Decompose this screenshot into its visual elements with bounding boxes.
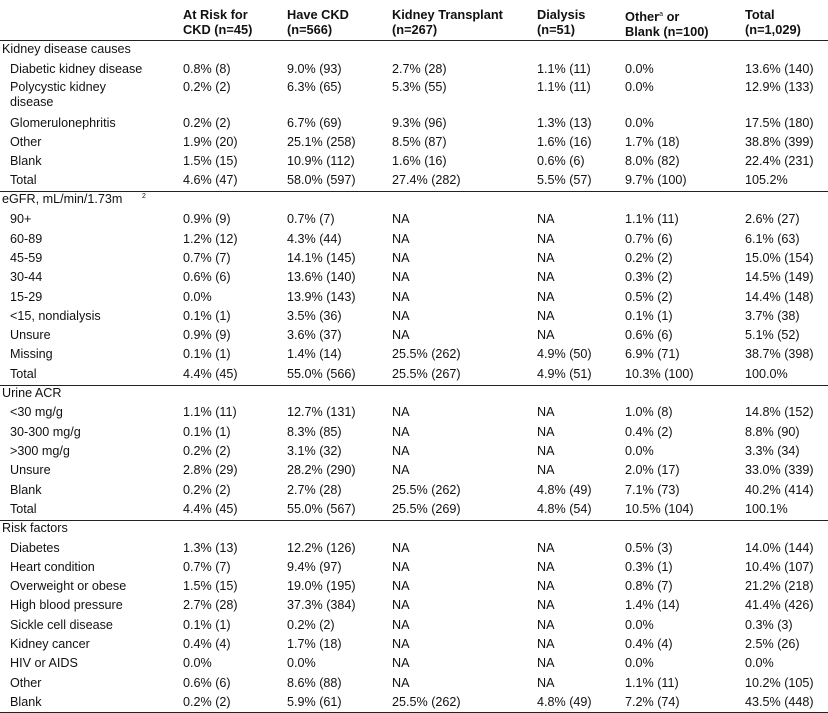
table-cell: NA [537, 463, 555, 477]
table-cell: 0.2% (2) [183, 483, 231, 497]
table-cell: NA [537, 251, 555, 265]
section-title: eGFR, mL/min/1.73m [2, 192, 123, 206]
table-cell: 7.2% (74) [625, 695, 680, 709]
table-cell: 25.1% (258) [287, 135, 356, 149]
table-cell: NA [537, 309, 555, 323]
table-cell: 6.7% (69) [287, 116, 342, 130]
table-cell: 1.1% (11) [537, 62, 591, 76]
table-cell: 0.0% [625, 618, 654, 632]
table-header [0, 0, 828, 40]
table-cell: NA [392, 309, 410, 323]
row-label: 60-89 [10, 232, 43, 246]
col-header-line: (n=566) [287, 22, 333, 37]
table-cell: 0.4% (4) [183, 637, 231, 651]
row-label: Total [10, 173, 37, 187]
table-cell: 4.9% (51) [537, 367, 592, 381]
row-label: Diabetes [10, 541, 60, 555]
table-cell: 0.1% (1) [183, 347, 231, 361]
section-title: Risk factors [2, 521, 68, 535]
table-cell: NA [392, 405, 410, 419]
table-cell: 0.6% (6) [183, 270, 231, 284]
table-cell: 0.2% (2) [183, 116, 231, 130]
table-cell: 6.1% (63) [745, 232, 800, 246]
table-cell: NA [537, 637, 555, 651]
table-cell: 12.2% (126) [287, 541, 356, 555]
table-cell: 1.7% (18) [287, 637, 342, 651]
table-cell: 6.9% (71) [625, 347, 680, 361]
table-cell: NA [392, 425, 410, 439]
table-cell: 1.1% (11) [537, 80, 591, 94]
table-cell: NA [537, 290, 555, 304]
table-cell: 0.0% [625, 80, 654, 94]
table-cell: 14.8% (152) [745, 405, 814, 419]
table-cell: 25.5% (267) [392, 367, 461, 381]
table-cell: 33.0% (339) [745, 463, 814, 477]
table-cell: 5.5% (57) [537, 173, 592, 187]
row-label: Other [10, 676, 42, 690]
table-cell: 2.6% (27) [745, 212, 800, 226]
table-cell: 25.5% (262) [392, 483, 461, 497]
col-header-line: (n=1,029) [745, 22, 801, 37]
table-cell: 4.6% (47) [183, 173, 238, 187]
table-cell: 3.7% (38) [745, 309, 800, 323]
row-label: Diabetic kidney disease [10, 62, 143, 76]
table-cell: 25.5% (262) [392, 695, 461, 709]
section-rule [0, 191, 828, 192]
table-cell: 9.7% (100) [625, 173, 687, 187]
row-label: Glomerulonephritis [10, 116, 116, 130]
table-cell: 1.1% (11) [625, 212, 679, 226]
table-cell: 0.6% (6) [537, 154, 585, 168]
col-header-line [625, 7, 709, 24]
table-cell: 0.2% (2) [183, 444, 231, 458]
row-label: Polycystic kidney [10, 80, 106, 94]
row-label: <30 mg/g [10, 405, 63, 419]
table-cell: NA [392, 270, 410, 284]
table-cell: 14.5% (149) [745, 270, 814, 284]
col-header-line: Blank (n=100) [625, 24, 709, 39]
table-cell: 0.4% (4) [625, 637, 673, 651]
table-cell: 10.5% (104) [625, 502, 694, 516]
table-cell: 8.8% (90) [745, 425, 800, 439]
table-cell: 0.2% (2) [287, 618, 335, 632]
table-cell: 4.8% (49) [537, 695, 592, 709]
table-cell: 12.7% (131) [287, 405, 356, 419]
row-label: High blood pressure [10, 598, 123, 612]
table-cell: 37.3% (384) [287, 598, 356, 612]
table-cell: 0.0% [745, 656, 774, 670]
table-cell: NA [392, 676, 410, 690]
table-cell: 0.9% (9) [183, 212, 231, 226]
table-cell: NA [537, 560, 555, 574]
table-cell: 19.0% (195) [287, 579, 356, 593]
table-cell: 0.1% (1) [625, 309, 673, 323]
table-cell: NA [537, 656, 555, 670]
table-cell: 1.5% (15) [183, 579, 238, 593]
table-cell: 4.4% (45) [183, 502, 238, 516]
table-cell: 3.3% (34) [745, 444, 800, 458]
row-label: Blank [10, 695, 42, 709]
table-cell: 0.7% (7) [183, 251, 231, 265]
row-label: 15-29 [10, 290, 43, 304]
table-cell: 3.5% (36) [287, 309, 342, 323]
table-cell: 28.2% (290) [287, 463, 356, 477]
table-cell: 21.2% (218) [745, 579, 814, 593]
table-cell: 10.9% (112) [287, 154, 355, 168]
table-cell: 1.3% (13) [183, 541, 238, 555]
table-cell: 3.1% (32) [287, 444, 342, 458]
table-cell: 8.6% (88) [287, 676, 342, 690]
table-cell: 10.3% (100) [625, 367, 694, 381]
section-rule [0, 385, 828, 386]
table-cell: 1.9% (20) [183, 135, 238, 149]
col-header-line: (n=267) [392, 22, 438, 37]
table-cell: 17.5% (180) [745, 116, 814, 130]
table-cell: 43.5% (448) [745, 695, 814, 709]
table-cell: 0.0% [625, 444, 654, 458]
table-cell: 0.3% (2) [625, 270, 673, 284]
table-cell: NA [537, 598, 555, 612]
table-cell: 0.6% (6) [625, 328, 673, 342]
table-cell: 9.0% (93) [287, 62, 342, 76]
table-cell: 1.6% (16) [392, 154, 447, 168]
table-cell: 2.0% (17) [625, 463, 680, 477]
table-cell: 13.9% (143) [287, 290, 356, 304]
table-cell: 10.2% (105) [745, 676, 814, 690]
table-cell: 14.0% (144) [745, 541, 814, 555]
table-cell: 4.8% (54) [537, 502, 592, 516]
table-cell: NA [537, 425, 555, 439]
table-cell: 0.3% (3) [745, 618, 793, 632]
table-cell: 25.5% (269) [392, 502, 461, 516]
col-header-at-risk [183, 7, 252, 37]
table-cell: 1.7% (18) [625, 135, 680, 149]
header-rule [0, 40, 828, 41]
footnote-marker: a [659, 11, 664, 18]
table-cell: NA [392, 637, 410, 651]
table-cell: 1.3% (13) [537, 116, 592, 130]
table-cell: NA [392, 328, 410, 342]
row-label: Other [10, 135, 42, 149]
table-cell: NA [537, 405, 555, 419]
section-title: Kidney disease causes [2, 42, 131, 56]
table-cell: 1.6% (16) [537, 135, 592, 149]
table-cell: 0.1% (1) [183, 425, 231, 439]
table-cell: NA [392, 598, 410, 612]
table-cell: 1.1% (11) [183, 405, 237, 419]
row-label: 90+ [10, 212, 32, 226]
table-cell: NA [537, 676, 555, 690]
table-cell: 0.2% (2) [183, 695, 231, 709]
table-cell: 40.2% (414) [745, 483, 814, 497]
row-label: Total [10, 502, 37, 516]
table-cell: 105.2% [745, 173, 788, 187]
table-cell: 4.9% (50) [537, 347, 592, 361]
table-cell: 8.3% (85) [287, 425, 342, 439]
table-cell: NA [537, 328, 555, 342]
row-label: Kidney cancer [10, 637, 90, 651]
table-cell: 1.4% (14) [625, 598, 680, 612]
col-header-line: Have CKD [287, 7, 349, 22]
row-label: HIV or AIDS [10, 656, 78, 670]
table-cell: 0.0% [287, 656, 316, 670]
row-label: Unsure [10, 328, 51, 342]
table-cell: NA [392, 232, 410, 246]
table-cell: 22.4% (231) [745, 154, 814, 168]
col-header-line: (n=51) [537, 22, 576, 37]
table-cell: 1.0% (8) [625, 405, 673, 419]
table-cell: 0.2% (2) [183, 80, 231, 94]
table-cell: 0.0% [625, 62, 654, 76]
table-cell: 0.0% [183, 290, 212, 304]
table-cell: NA [392, 656, 410, 670]
table-cell: 0.1% (1) [183, 618, 231, 632]
table-cell: NA [392, 560, 410, 574]
table-cell: NA [392, 251, 410, 265]
col-header-dialysis [537, 7, 585, 37]
table-cell: 3.6% (37) [287, 328, 342, 342]
table-cell: 0.5% (3) [625, 541, 673, 555]
table-cell: 0.5% (2) [625, 290, 673, 304]
table-cell: 5.1% (52) [745, 328, 800, 342]
table-cell: 9.3% (96) [392, 116, 447, 130]
table-cell: 4.8% (49) [537, 483, 592, 497]
table-cell: 0.0% [625, 656, 654, 670]
table-cell: 0.0% [183, 656, 212, 670]
table-cell: 41.4% (426) [745, 598, 814, 612]
table-cell: 0.3% (1) [625, 560, 673, 574]
table-cell: 1.1% (11) [625, 676, 679, 690]
col-header-line: Dialysis [537, 7, 586, 22]
table-cell: NA [392, 463, 410, 477]
table-cell: 55.0% (567) [287, 502, 356, 516]
col-header-other: Other [625, 9, 660, 24]
row-label: 30-300 mg/g [10, 425, 81, 439]
table-cell: 0.4% (2) [625, 425, 673, 439]
table-cell: 100.0% [745, 367, 788, 381]
table-cell: 38.8% (399) [745, 135, 814, 149]
table-cell: 14.4% (148) [745, 290, 814, 304]
table-cell: 8.5% (87) [392, 135, 447, 149]
table-cell: NA [392, 212, 410, 226]
superscript: 2 [142, 193, 146, 200]
table-cell: 0.6% (6) [183, 676, 231, 690]
col-header-line: CKD (n=45) [183, 22, 253, 37]
row-label: 30-44 [10, 270, 43, 284]
table-cell: 9.4% (97) [287, 560, 342, 574]
row-label: Blank [10, 154, 42, 168]
row-label: Blank [10, 483, 42, 497]
row-label: >300 mg/g [10, 444, 70, 458]
table-cell: 2.7% (28) [183, 598, 238, 612]
table-cell: NA [537, 541, 555, 555]
table-cell: NA [392, 444, 410, 458]
table-cell: 58.0% (597) [287, 173, 356, 187]
section-rule [0, 520, 828, 521]
table-cell: 27.4% (282) [392, 173, 461, 187]
table-cell: 15.0% (154) [745, 251, 814, 265]
row-label: Overweight or obese [10, 579, 127, 593]
table-cell: 1.5% (15) [183, 154, 238, 168]
table-cell: 4.4% (45) [183, 367, 238, 381]
table-cell: NA [392, 618, 410, 632]
col-header-line: Kidney Transplant [392, 7, 503, 22]
table-cell: 0.7% (6) [625, 232, 673, 246]
table-cell: NA [537, 232, 555, 246]
table-cell: NA [392, 541, 410, 555]
row-label: 45-59 [10, 251, 43, 265]
table-cell: 0.7% (7) [287, 212, 335, 226]
col-header-have-ckd [287, 7, 349, 37]
table-cell: 13.6% (140) [287, 270, 356, 284]
table-cell: 2.7% (28) [287, 483, 342, 497]
table-cell: 100.1% [745, 502, 788, 516]
row-label: Sickle cell disease [10, 618, 113, 632]
section-title: Urine ACR [2, 386, 62, 400]
table-cell: 6.3% (65) [287, 80, 342, 94]
col-header-total [745, 7, 801, 37]
table-cell: 0.8% (7) [625, 579, 673, 593]
table-cell: 2.8% (29) [183, 463, 238, 477]
row-label-continued: disease [10, 95, 54, 109]
table-cell: NA [537, 270, 555, 284]
table-cell: NA [537, 618, 555, 632]
table-cell: 38.7% (398) [745, 347, 814, 361]
row-label: Missing [10, 347, 53, 361]
table-cell: 0.7% (7) [183, 560, 231, 574]
table-cell: 0.2% (2) [625, 251, 673, 265]
table-cell: 4.3% (44) [287, 232, 342, 246]
table-cell: 0.8% (8) [183, 62, 231, 76]
table-cell: 12.9% (133) [745, 80, 814, 94]
table-cell: NA [537, 212, 555, 226]
table-cell: 0.0% [625, 116, 654, 130]
row-label: <15, nondialysis [10, 309, 101, 323]
table-cell: 1.2% (12) [183, 232, 238, 246]
table-cell: 5.3% (55) [392, 80, 447, 94]
col-header-other-or-blank [625, 7, 709, 39]
table-cell: 0.9% (9) [183, 328, 231, 342]
table-cell: 14.1% (145) [287, 251, 356, 265]
table-cell: NA [537, 444, 555, 458]
table-cell: NA [392, 579, 410, 593]
table-cell: 5.9% (61) [287, 695, 342, 709]
table-cell: 55.0% (566) [287, 367, 356, 381]
col-header-line: Total [745, 7, 775, 22]
col-header-line: At Risk for [183, 7, 248, 22]
row-label: Total [10, 367, 37, 381]
table-cell: 2.7% (28) [392, 62, 447, 76]
table-cell: 10.4% (107) [745, 560, 814, 574]
col-header-kidney-transplant [392, 7, 503, 37]
row-label: Heart condition [10, 560, 95, 574]
table-cell: 2.5% (26) [745, 637, 800, 651]
table-cell: 13.6% (140) [745, 62, 814, 76]
table-cell: 7.1% (73) [625, 483, 680, 497]
row-label: Unsure [10, 463, 51, 477]
table-cell: 1.4% (14) [287, 347, 342, 361]
table-cell: NA [392, 290, 410, 304]
table-cell: 8.0% (82) [625, 154, 680, 168]
table-cell: NA [537, 579, 555, 593]
col-header-or: or [663, 9, 680, 24]
table-cell: 0.1% (1) [183, 309, 231, 323]
table-cell: 25.5% (262) [392, 347, 461, 361]
